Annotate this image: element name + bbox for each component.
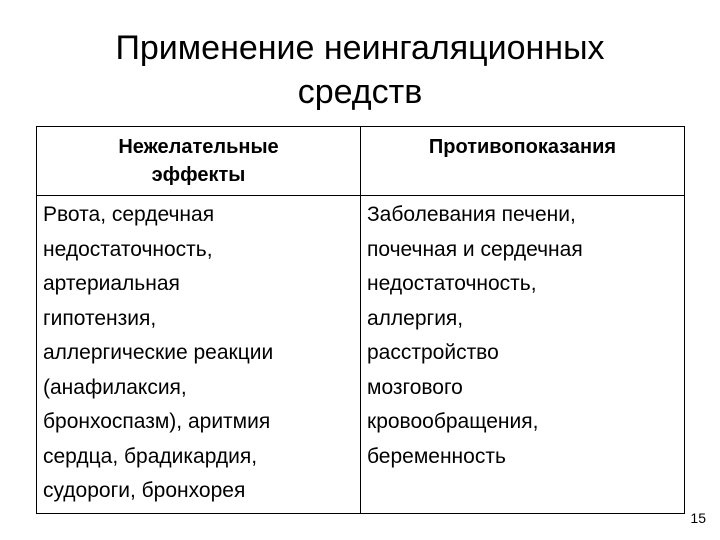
- table-container: [36, 126, 684, 514]
- table-header-row: [37, 127, 685, 196]
- effects-contraindications-table: [36, 126, 685, 514]
- table-row: [37, 196, 685, 514]
- header-contraindications: Противопоказания: [361, 127, 685, 196]
- page-number: 15: [690, 510, 706, 526]
- slide-title-line-2: средств: [297, 73, 423, 111]
- cell-contraindications: Заболевания печени, почечная и сердечная недостаточность, аллергия, расстройство мозгового кровообращения, беременность: [361, 196, 685, 514]
- slide-title: [0, 26, 720, 114]
- slide-title-line-1: Применение неингаляционных: [115, 29, 605, 67]
- cell-side-effects: Рвота, сердечная недостаточность, артериальная гипотензия, аллергические реакции (анафилаксия, бронхоспазм), аритмия сердца, брадикардия, судороги, бронхорея: [37, 196, 361, 514]
- header-side-effects: Нежелательные эффекты: [37, 127, 361, 196]
